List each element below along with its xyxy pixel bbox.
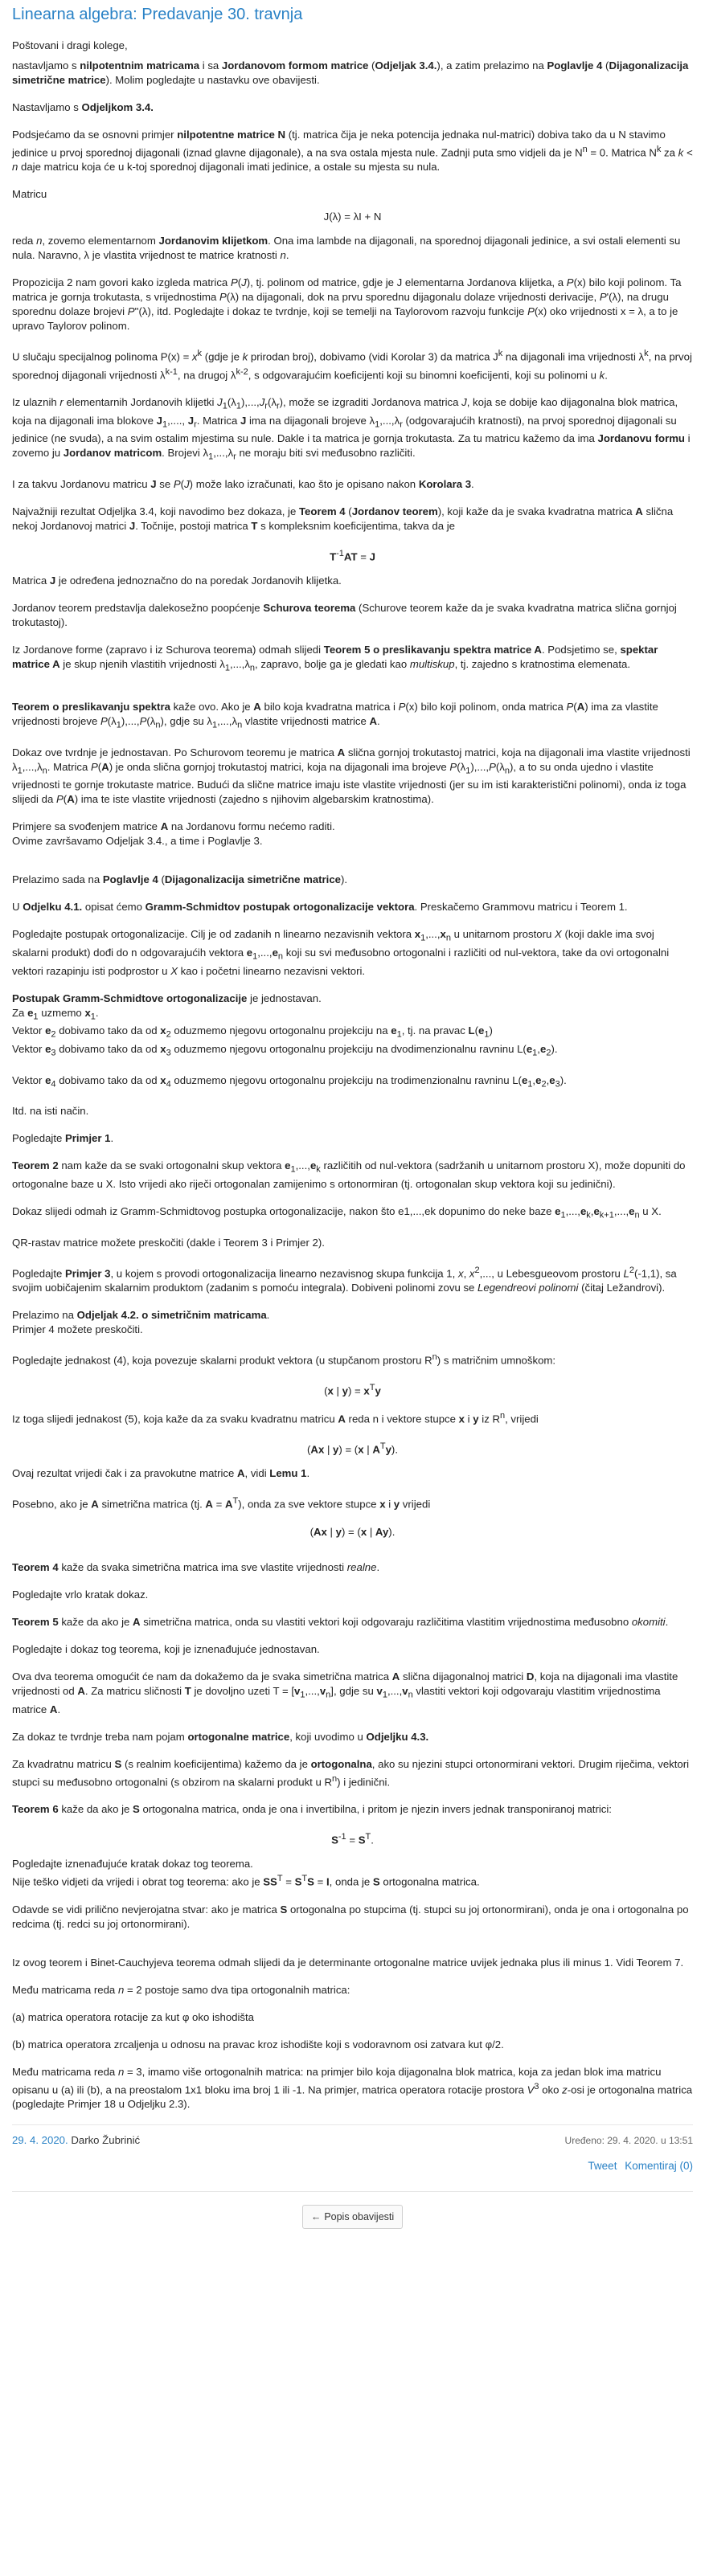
example-3-paragraph: Pogledajte Primjer 3, u kojem s provodi ortogonalizacija linearno nezavisnog skupa funkcija 1, x, $x^2$,..., u Lebesgueovom prostoru $L^2(-1,1)$, sa svojim uobičajenim skalarnim produktom (zadanim s pomoću integrala). Dobiveni polinomi zovu se Legendreovi polinomi (čitaj Ležandrovi).	[12, 1265, 677, 1294]
lemma-1-paragraph: Ovaj rezultat vrijedi čak i za pravokutne matrice A, vidi Lemu 1.	[12, 1467, 310, 1480]
jordan-polynomial-paragraph: I za takvu Jordanovu matricu J se P(J) može lako izračunati, kao što je opisano nakon Korolara 3.	[12, 478, 474, 491]
post-content	[12, 0, 693, 2229]
greeting: Poštovani i dragi kolege,	[12, 39, 128, 51]
post-title: Linearna algebra: Predavanje 30. travnja	[12, 6, 303, 23]
back-button-label: Popis obavijesti	[324, 2211, 395, 2223]
order-3-paragraph: Među matricama reda n = 3, imamo više ortogonalnih matrica: na primjer bilo koja dijagonalna blok matrica, koja za jedan blok ima matricu opisanu u (a) ili (b), a na preostalom 1x1 bloku ima broj 1 ili -1. Na primjer, matrica operatora rotacije prostora $V^3$ oko z-osi je ortogonalna matrica (pogledajte Primjer 18 u Odjeljku 2.3).	[12, 2065, 693, 2111]
corollary-3-paragraph: U slučaju specijalnog polinoma $P(x) = x^k$ (gdje je k prirodan broj), dobivamo (vidi Korolar 3) da matrica $J^k$ na dijagonali ima vrijednosti $\lambda^k$, na prvoj sporednoj dijagonali vrijednosti $\lambda^{k-1}$, na drugoj $\lambda^{k-2}$, s odgovarajućim koeficijenti koji su binomni koeficijenti, koji su polinomi u k.	[12, 349, 692, 382]
equality-5-paragraph: Iz toga slijedi jednakost (5), koja kaže da za svaku kvadratnu matricu A reda n i vektore stupce x i y iz $R^n$, vrijedi	[12, 1410, 539, 1425]
tweet-link[interactable]: Tweet	[588, 2160, 617, 2173]
rotation-item: (a) matrica operatora rotacije za kut φ oko ishodišta	[12, 2010, 255, 2023]
jordan-matrix-paragraph: Iz ulaznih r elementarnih Jordanovih klijetki $J_1(\lambda_1),...,J_r(\lambda_r)$, može se izgraditi Jordanova matrica J, koja se dobije kao dijagonalna blok matrica, koja na dijagonali ima blokove $J_1$,...., $J_r$. Matrica J ima na dijagonali brojeve $\lambda_1,...,\lambda_r$ (odgovarajućih kratnosti), na prvoj sporednoj dijagonali su jedinice (ne svuda), a na svim ostalim mjestima su nule. Dakle i ta matrica je gornja trokutasta. Za tu matricu kažemo da ima Jordanovu formu i zovemo ju Jordanov matricom. Brojevi $\lambda_1,...,\lambda_r$ ne moraju biti svi međusobno različiti.	[12, 396, 691, 463]
proposition-2-paragraph: Propozicija 2 nam govori kako izgleda matrica P(J), tj. polinom od matrice, gdje je J elementarna Jordanova klijetka, a P(x) bilo koji polinom. Ta matrica je gornja trokutasta, s vrijednostima P(λ) na dijagonali, dok na prvu sporednu dijagonalu dolaze vrijednosti derivacije, P'(λ), na drugu sporednu dolaze brojevi P''(λ), itd. Pogledajte i dokaz te tvrdnje, koji se temelji na Taylorovom razvoju funkcije P(x) oko vrijednosti x = λ, a to je upravo Taylorov polinom.	[12, 276, 682, 333]
post-date-link[interactable]: 29. 4. 2020.	[12, 2134, 68, 2147]
similarity-equation: $T^{-1}AT = J$	[330, 549, 375, 563]
symmetric-paragraph: Posebno, ako je A simetrična matrica (tj. $A = A^T$), onda za sve vektore stupce x i y vrijedi	[12, 1496, 431, 1511]
theorem-6-paragraph: Teorem 6 kaže da ako je S ortogonalna matrica, onda je ona i invertibilna, i pritom je njezin invers jednak transponiranoj matrici:	[12, 1802, 612, 1815]
theorem-5-paragraph: Teorem 5 kaže da ako je A simetrična matrica, onda su vlastiti vektori koji odgovaraju različitima vlastitim vrijednostima međusobno okomiti.	[12, 1615, 669, 1628]
schur-paragraph: Jordanov teorem predstavlja dalekosežno poopćenje Schurova teorema (Schurove teorem kaže da je svaka kvadratna matrica slična gornjoj trokutastoj).	[12, 602, 677, 629]
determinant-paragraph: Iz ovog teorem i Binet-Cauchyjeva teorema odmah slijedi da je determinante ortogonalne matrice uvijek jednaka plus ili minus 1. Vidi Teorem 7.	[12, 1956, 684, 1969]
matrix-label: Matricu	[12, 188, 47, 201]
order-2-paragraph: Među matricama reda n = 2 postoje samo dva tipa ortogonalnih matrica:	[12, 1983, 350, 1996]
orthogonal-intro-paragraph: Za dokaz te tvrdnje treba nam pojam ortogonalne matrice, koji uvodimo u Odjeljku 4.3.	[12, 1730, 429, 1743]
nilpotent-paragraph: Podsjećamo da se osnovni primjer nilpotentne matrice N (tj. matrica čija je neka potencija jednaka nul-matrici) dobiva tako da u N stavimo jedinice u prvoj sporednoj dijagonali (iznad glavne dijagonale), a na sva ostala mjesta nule. Zadnji puta smo vidjeli da je $N^n = 0$. Matrica $N^k$ za k < n daje matricu koja će u k-toj sporednoj dijagonali imati jedinice, a ostale su mjesta su nula.	[12, 129, 693, 174]
example-1-ref: Pogledajte Primjer 1.	[12, 1132, 114, 1145]
uniqueness-paragraph: Matrica J je određena jednoznačno do na poredak Jordanovih klijetka.	[12, 574, 342, 587]
spectrum-intro-paragraph: Iz Jordanove forme (zapravo i iz Schurova teorema) odmah slijedi Teorem 5 o preslikavanju spektra matrice A. Podsjetimo se, spektar matrice A je skup njenih vlastitih vrijednosti $\lambda_1,...,\lambda_n$, zapravo, bolje ga je gledati kao multiskup, tj. zajedno s kratnostima elemenata.	[12, 644, 658, 674]
post-meta	[12, 2124, 693, 2154]
reflection-item: (b) matrica operatora zrcaljenja u odnosu na pravac kroz ishodište koji s vodoravnom osi zatvara kut φ/2.	[12, 2038, 504, 2051]
diagonalization-paragraph: Ova dva teorema omogućit će nam da dokažemo da je svaka simetrična matrica A slična dijagonalnoj matrici D, koja na dijagonali ima vlastite vrijednosti od A. Za matricu sličnosti T je dovoljno uzeti $T = [v_1,...,v_n]$, gdje su $v_1,...,v_n$ vlastiti vektori koji odgovaraju vlastitim vrijednostima matrice A.	[12, 1670, 678, 1715]
post-author: Darko Žubrinić	[71, 2134, 141, 2147]
rows-columns-paragraph: Odavde se vidi prilično nevjerojatna stvar: ako je matrica S ortogonalna po stupcima (tj. stupci su joj ortonormirani), onda je ona i ortogonalna po redcima (tj. redci su joj ortonormirani).	[12, 1903, 689, 1930]
back-wrap	[12, 2192, 693, 2229]
share-bar	[12, 2159, 693, 2173]
spectral-proof-paragraph: Dokaz ove tvrdnje je jednostavan. Po Schurovom teoremu je matrica A slična gornjoj trokutastoj matrici, koja na dijagonali ima vlastite vrijednosti $\lambda_1,...,\lambda_n$. Matrica P(A) je onda slična gornjoj trokutastoj matrici, koja na dijagonali ima brojeve $P(\lambda_1),...,P(\lambda_n)$, a to su onda ujedno i vlastite vrijednosti te gornje trokutaste matrice. Budući da slične matrice imaju iste vlastite vrijednosti (jer su im isti karakteristični polinomi), onda iz toga slijedi da P(A) ima te iste vlastite vrijednosti (zajedno s njihovim algebarskim kratnostima).	[12, 746, 691, 806]
post-byline	[12, 2133, 140, 2148]
orthogonalization-goal-paragraph: Pogledajte postupak ortogonalizacije. Cilj je od zadanih n linearno nezavisnih vektora $x_1,...,x_n$ u unitarnom prostoru X (koji dakle ima svoj skalarni produkt) dođi do n odgovarajućih vektora $e_1,...,e_n$ koji su svi međusobno ortogonalni i različiti od nul-vektora, take da ovi ortogonalni vektori razapinju isti podprostor u X kao i početni linearno nezavisni vektori.	[12, 928, 670, 977]
back-to-list-button[interactable]	[302, 2205, 403, 2229]
transpose-equation: (Ax | y) = (x | $A^Ty$).	[307, 1441, 398, 1456]
theorem-4-paragraph: Teorem 4 kaže da svaka simetrična matrica ima sve vlastite vrijednosti realne.	[12, 1560, 380, 1573]
intro-paragraph: nastavljamo s nilpotentnim matricama i sa Jordanovom formom matrice (Odjeljak 3.4.), a zatim prelazimo na Poglavlje 4 (Dijagonalizacija simetrične matrice). Molim pogledajte u nastavku ove obavijesti.	[12, 59, 689, 86]
jordan-cell-equation: J(λ) = λI + N	[323, 211, 382, 223]
chapter-4-intro: Prelazimo sada na Poglavlje 4 (Dijagonalizacija simetrične matrice).	[12, 873, 348, 886]
converse-paragraph: Pogledajte iznenađujuće kratak dokaz tog teorema. Nije teško vidjeti da vrijedi i obrat tog teorema: ako je $SS^T = S^TS = I$, onda je S ortogonalna matrica.	[12, 1858, 480, 1888]
jordan-theorem-paragraph: Najvažniji rezultat Odjeljka 3.4, koji navodimo bez dokaza, je Teorem 4 (Jordanov teorem), koji kaže da je svaka kvadratna matrica A slična nekoj Jordanovoj matrici J. Točnije, postoji matrica T s kompleksnim koeficijentima, takva da je	[12, 505, 674, 533]
symmetric-equation: (Ax | y) = (x | Ay).	[309, 1525, 396, 1538]
spectral-mapping-paragraph: Teorem o preslikavanju spektra kaže ovo. Ako je A bilo koja kvadratna matrica i P(x) bilo koji polinom, onda matrica P(A) ima za vlastite vrijednosti brojeve $P(\lambda_1),...,P(\lambda_n)$, gdje su $\lambda_1,...,\lambda_n$ vlastite vrijednosti matrice A.	[12, 701, 658, 730]
jordan-cell-paragraph: reda n, zovemo elementarnom Jordanovim klijetkom. Ona ima lambde na dijagonali, na sporednoj dijagonali jedinice, a svi ostali elementi su nula. Naravno, λ je vlastita vrijednost te matrice kratnosti n.	[12, 235, 681, 262]
orthogonal-definition-paragraph: Za kvadratnu matricu S (s realnim koeficijentima) kažemo da je ortogonalna, ako su njezini stupci ortonormirani vektori. Drugim riječima, vektori stupci su međusobno ortogonalni (s obzirom na skalarni produkt u $R^n$) i jedinični.	[12, 1757, 690, 1788]
scalar-product-equation: (x | $y) = x^Ty$	[324, 1383, 381, 1397]
edited-label: Uređeno: 29. 4. 2020. u 13:51	[564, 2135, 693, 2147]
etc-line: Itd. na isti način.	[12, 1105, 89, 1118]
theorem-5-proof-line: Pogledajte i dokaz tog teorema, koji je iznenađujuće jednostavan.	[12, 1642, 320, 1655]
section-4-1-paragraph: U Odjelku 4.1. opisat ćemo Gramm-Schmidtov postupak ortogonalizacije vektora. Preskačemo Grammovu matricu i Teorem 1.	[12, 901, 628, 914]
theorem-2-paragraph: Teorem 2 nam kaže da se svaki ortogonalni skup vektora $e_1,...,e_k$ različitih od nul-vektora (sadržanih u unitarnom prostoru X), može dopuniti do ortogonalne baze u X. Isto vrijedi ako riječi ortogonalan zamijenimo s ortonormiran (tj. ortogonalan skup vektora koji su jedinični).	[12, 1159, 686, 1190]
section-4-2-intro: Prelazimo na Odjeljak 4.2. o simetričnim matricama. Primjer 4 možete preskočiti.	[12, 1308, 270, 1335]
gram-schmidt-steps: Postupak Gramm-Schmidtove ortogonalizacije je jednostavan. Za $e_1$ uzmemo $x_1$. Vektor $e_2$ dobivamo tako da od $x_2$ oduzmemo njegovu ortogonalnu projekciju na $e_1$, tj. na pravac $L(e_1)$ Vektor $e_3$ dobivamo tako da od $x_3$ oduzmemo njegovu ortogonalnu projekciju na dvodimenzionalnu ravninu $L(e_1,e_2)$.	[12, 992, 558, 1058]
gram-schmidt-step-4: Vektor $e_4$ dobivamo tako da od $x_4$ oduzmemo njegovu ortogonalnu projekciju na trodimenzionalnu ravninu $L(e_1,e_2,e_3)$.	[12, 1073, 567, 1090]
section-3-4-start: Nastavljamo s Odjeljkom 3.4.	[12, 101, 154, 113]
theorem-2-proof: Dokaz slijedi odmah iz Gramm-Schmidtovog postupka ortogonalizacije, nakon što e1,...,ek dopunimo do neke baze $e_1,...,e_k,e_{k+1},...,e_n$ u X.	[12, 1204, 662, 1221]
chapter-3-end: Primjere sa svođenjem matrice A na Jordanovu formu nećemo raditi. Ovime završavamo Odjeljak 3.4., a time i Poglavlje 3.	[12, 820, 335, 848]
short-proof-line: Pogledajte vrlo kratak dokaz.	[12, 1588, 149, 1601]
equality-4-paragraph: Pogledajte jednakost (4), koja povezuje skalarni produkt vektora (u stupčanom prostoru $R^n$) s matričnim umnoškom:	[12, 1351, 556, 1367]
inverse-equation: $S^{-1} = S^T$.	[331, 1831, 374, 1846]
qr-skip: QR-rastav matrice možete preskočiti (dakle i Teorem 3 i Primjer 2).	[12, 1236, 325, 1249]
comment-link[interactable]: Komentiraj (0)	[625, 2160, 693, 2173]
arrow-left-icon: ←	[310, 2211, 322, 2223]
